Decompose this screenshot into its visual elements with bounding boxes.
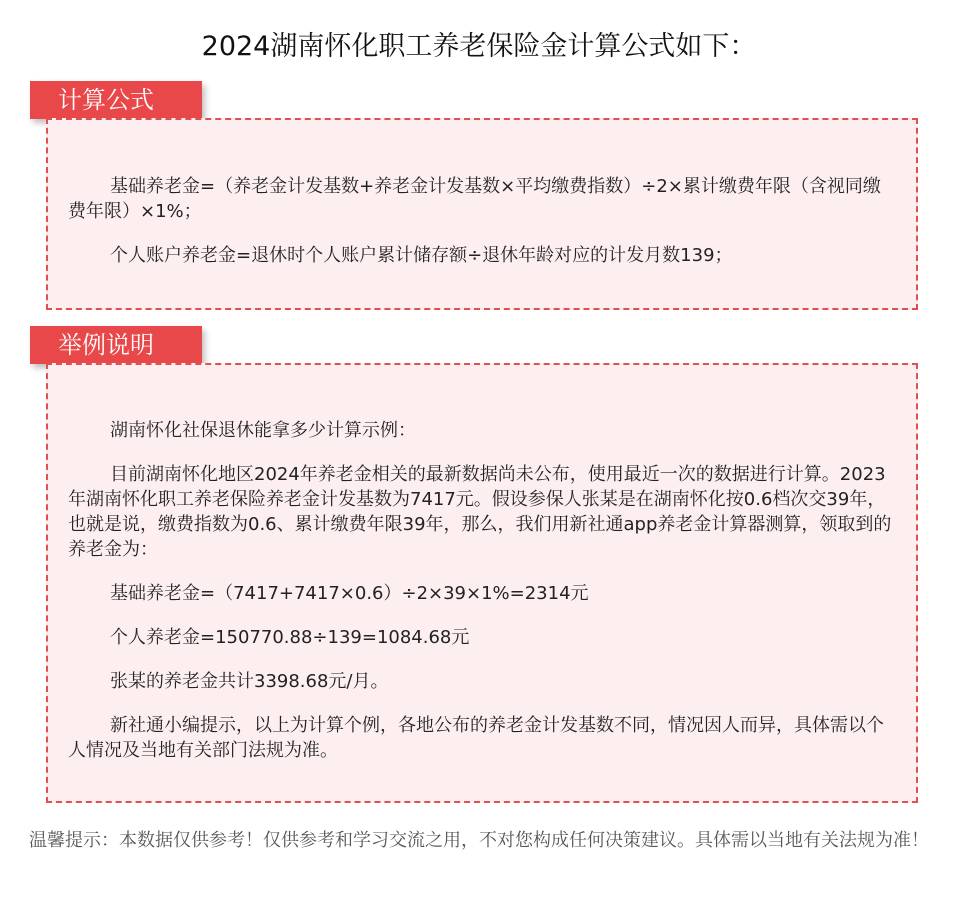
example-intro: 湖南怀化社保退休能拿多少计算示例： [110, 420, 416, 441]
section-label-formula: 计算公式 [30, 81, 202, 119]
formula-personal-account: 个人账户养老金=退休时个人账户累计储存额÷退休年龄对应的计发月数139； [110, 245, 733, 266]
example-description: 目前湖南怀化地区2024年养老金相关的最新数据尚未公布，使用最近一次的数据进行计算。2023年湖南怀化职工养老保险养老金计发基数为7417元。假设参保人张某是在湖南怀化按0.6档次交39年，也就是说，缴费指数为0.6、累计缴费年限39年，那么，我们用新社通app养老金计算器测算，领取到的养老金为： [68, 464, 892, 560]
page-title: 2024湖南怀化职工养老保险金计算公式如下： [201, 31, 757, 62]
formula-box [46, 118, 918, 310]
example-total: 张某的养老金共计3398.68元/月。 [110, 671, 389, 692]
formula-basic-pension: 基础养老金=（养老金计发基数+养老金计发基数×平均缴费指数）÷2×累计缴费年限（含视同缴费年限）×1%； [68, 176, 881, 222]
example-personal-pension: 个人养老金=150770.88÷139=1084.68元 [110, 627, 470, 648]
example-basic-pension: 基础养老金=（7417+7417×0.6）÷2×39×1%=2314元 [110, 583, 589, 604]
example-box [46, 363, 918, 803]
section-label-example: 举例说明 [30, 326, 202, 364]
example-tip: 新社通小编提示，以上为计算个例，各地公布的养老金计发基数不同，情况因人而异，具体需以个人情况及当地有关部门法规为准。 [68, 715, 884, 761]
footer-disclaimer: 温馨提示：本数据仅供参考！仅供参考和学习交流之用，不对您构成任何决策建议。具体需以当地有关法规为准！ [29, 830, 929, 851]
